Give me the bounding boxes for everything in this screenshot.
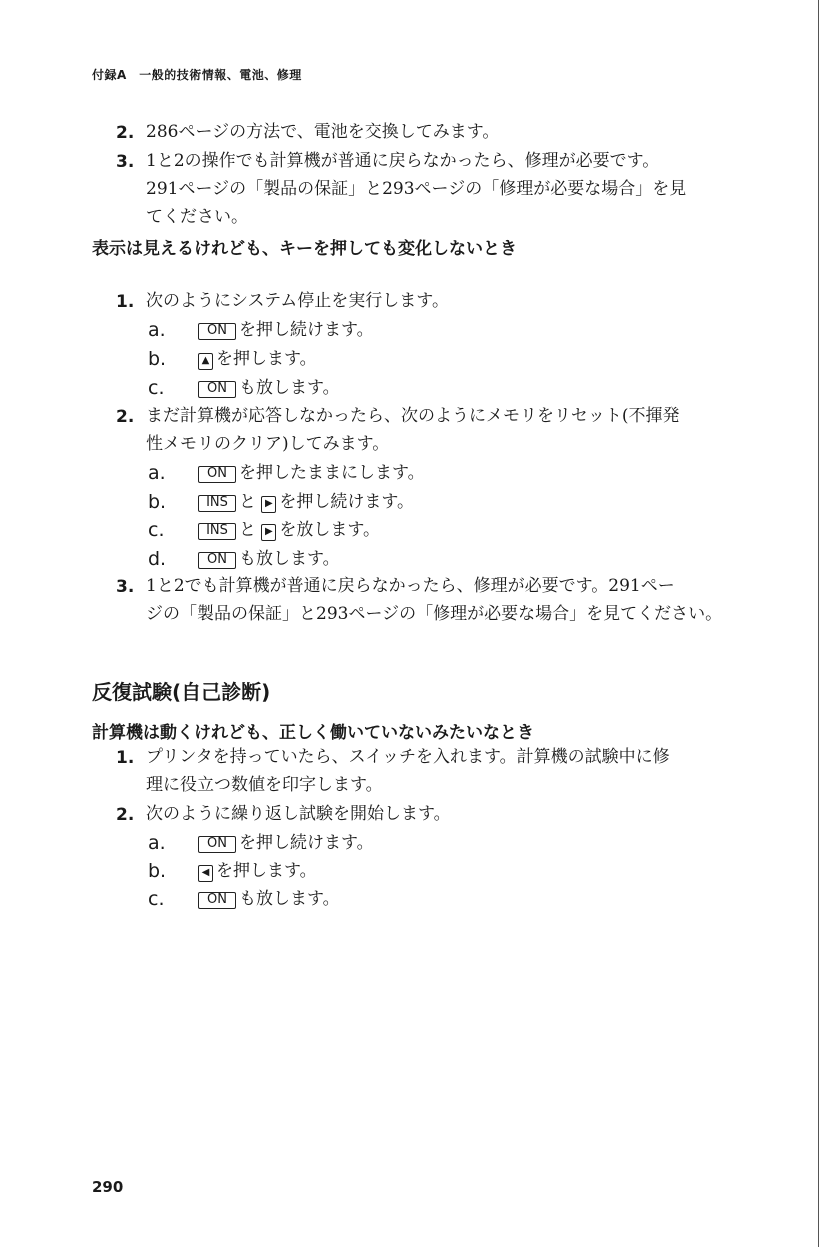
- substep-text: も放します。: [239, 549, 340, 569]
- substep-label: b.: [148, 348, 167, 370]
- step-text: 次のようにシステム停止を実行します。: [146, 291, 449, 311]
- on-key: ON: [198, 381, 236, 398]
- step-text-line: 291ページの「製品の保証」と293ページの「修理が必要な場合」を見: [146, 179, 687, 199]
- step-text-line: 1と2でも計算機が普通に戻らなかったら、修理が必要です。291ペー: [146, 576, 675, 596]
- substep-row: [198, 320, 374, 340]
- on-key: ON: [198, 466, 236, 483]
- step-text-line: 性メモリのクリア)してみます。: [146, 434, 390, 454]
- running-head: 付録A 一般的技術情報、電池、修理: [92, 68, 302, 82]
- substep-row: [198, 861, 317, 882]
- step-text-line: まだ計算機が応答しなかったら、次のようにメモリをリセット(不揮発: [146, 406, 680, 426]
- substep-text: も放します。: [239, 378, 340, 398]
- substep-row: [198, 520, 380, 541]
- step-text-line: ジの「製品の保証」と293ページの「修理が必要な場合」を見てください。: [146, 604, 723, 624]
- step-text-line: プリンタを持っていたら、スイッチを入れます。計算機の試験中に修: [146, 747, 670, 767]
- substep-text: も放します。: [239, 889, 340, 909]
- right-arrow-key-icon: ▶: [261, 524, 276, 541]
- substep-text: を押し続けます。: [239, 320, 374, 340]
- step-number: 3.: [116, 577, 135, 597]
- step-text: 286ページの方法で、電池を交換してみます。: [146, 122, 500, 142]
- subheading: 表示は見えるけれども、キーを押しても変化しないとき: [92, 239, 517, 259]
- substep-text: を放します。: [279, 520, 381, 540]
- substep-label: c.: [148, 377, 165, 399]
- on-key: ON: [198, 836, 236, 853]
- ins-key: INS: [198, 523, 236, 540]
- step-number: 3.: [116, 152, 135, 172]
- and-text: と: [239, 520, 256, 540]
- ins-key: INS: [198, 495, 236, 512]
- right-arrow-key-icon: ▶: [261, 496, 276, 513]
- step-text: 次のように繰り返し試験を開始します。: [146, 804, 451, 824]
- step-number: 2.: [116, 407, 135, 427]
- substep-row: [198, 833, 374, 853]
- substep-row: [198, 463, 425, 483]
- substep-row: [198, 549, 340, 569]
- substep-row: [198, 889, 340, 909]
- subheading: 計算機は動くけれども、正しく働いていないみたいなとき: [92, 723, 534, 743]
- substep-text: を押し続けます。: [279, 492, 415, 512]
- up-arrow-key-icon: ▲: [198, 353, 213, 370]
- step-text-line: てください。: [146, 207, 248, 227]
- on-key: ON: [198, 552, 236, 569]
- left-arrow-key-icon: ◀: [198, 865, 213, 882]
- substep-row: [198, 349, 317, 370]
- step-number: 2.: [116, 123, 135, 143]
- substep-text: を押します。: [216, 861, 317, 881]
- on-key: ON: [198, 892, 236, 909]
- step-text-line: 理に役立つ数値を印字します。: [146, 775, 383, 795]
- substep-row: [198, 378, 340, 398]
- substep-row: [198, 492, 414, 513]
- substep-label: b.: [148, 860, 167, 882]
- substep-label: a.: [148, 832, 166, 854]
- and-text: と: [239, 492, 256, 512]
- step-text-line: 1と2の操作でも計算機が普通に戻らなかったら、修理が必要です。: [146, 151, 660, 171]
- substep-label: b.: [148, 491, 167, 513]
- substep-label: a.: [148, 319, 166, 341]
- page-number: 290: [92, 1178, 124, 1196]
- step-number: 1.: [116, 292, 135, 312]
- substep-text: を押し続けます。: [239, 833, 374, 853]
- substep-label: a.: [148, 462, 166, 484]
- substep-label: d.: [148, 548, 167, 570]
- step-number: 1.: [116, 748, 135, 768]
- step-number: 2.: [116, 805, 135, 825]
- page-edge-rule: [818, 0, 819, 1247]
- section-title: 反復試験(自己診断): [92, 680, 271, 704]
- substep-text: を押したままにします。: [239, 463, 425, 483]
- substep-label: c.: [148, 519, 165, 541]
- substep-label: c.: [148, 888, 165, 910]
- on-key: ON: [198, 323, 236, 340]
- substep-text: を押します。: [216, 349, 317, 369]
